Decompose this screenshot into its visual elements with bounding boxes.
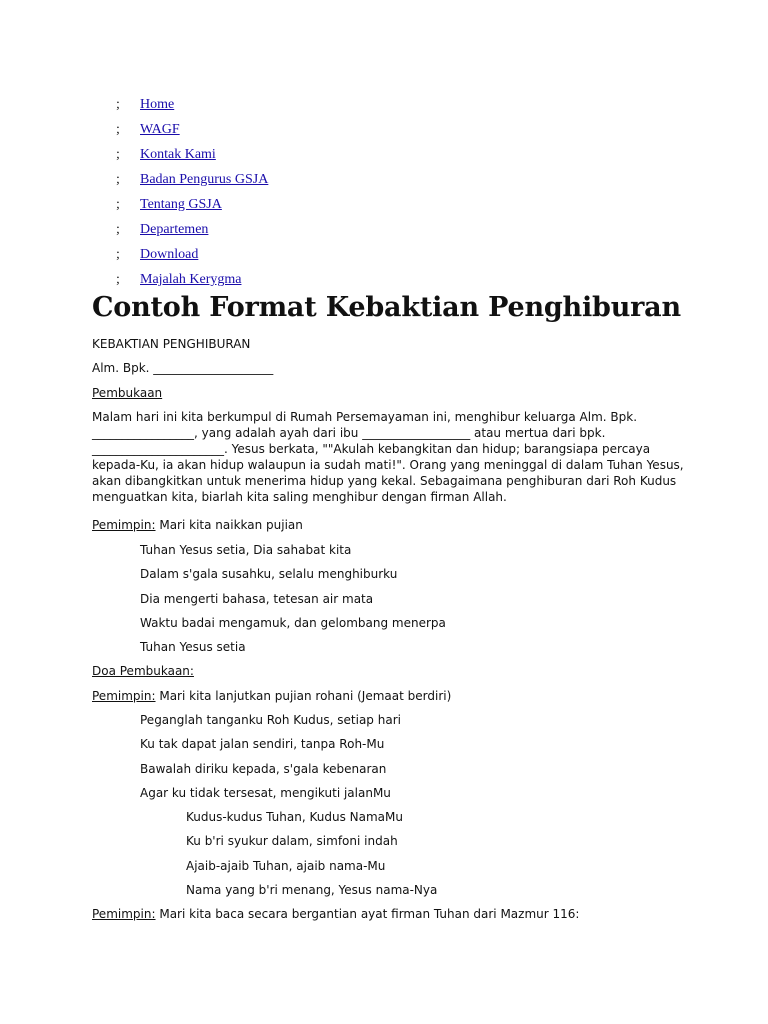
bullet: ; [116,146,120,162]
nav-link-download[interactable]: Download [140,247,199,263]
nav-link-tentang-gsja[interactable]: Tentang GSJA [140,196,222,212]
song-line: Waktu badai mengamuk, dan gelombang menerpa [140,616,446,630]
pemimpin-line [92,906,579,922]
nav-item-home [116,92,268,117]
song-line: Nama yang b'ri menang, Yesus nama-Nya [186,883,438,897]
nav-item-kontak [116,142,268,167]
intro-line: kepada-Ku, ia akan hidup walaupun ia sudah mati!". Orang yang meninggal di dalam Tuhan Yesus, [92,458,684,472]
bullet: ; [116,96,120,112]
song-line: Dalam s'gala susahku, selalu menghiburku [140,567,398,581]
pemimpin-line [92,517,303,533]
nav-item-badan [116,167,268,192]
nav-item-tentang [116,192,268,217]
bullet: ; [116,272,120,288]
song-line: Ajaib-ajaib Tuhan, ajaib nama-Mu [186,859,386,873]
intro-line: Malam hari ini kita berkumpul di Rumah Persemayaman ini, menghibur keluarga Alm. Bpk. [92,410,638,424]
bullet: ; [116,171,120,187]
nav-link-departemen[interactable]: Departemen [140,222,209,238]
nav-link-wagf[interactable]: WAGF [140,121,180,137]
nav-item-kerygma [116,268,268,293]
bullet: ; [116,121,120,137]
nav-link-majalah-kerygma[interactable]: Majalah Kerygma [140,272,242,288]
nav-link-kontak-kami[interactable]: Kontak Kami [140,146,216,162]
nav-list [116,92,268,293]
nav-item-download [116,243,268,268]
nav-item-wagf [116,117,268,142]
song-line: Peganglah tanganku Roh Kudus, setiap hari [140,713,401,727]
nav-link-badan-pengurus[interactable]: Badan Pengurus GSJA [140,171,269,187]
bullet: ; [116,247,120,263]
alm-line: Alm. Bpk. ____________________ [92,361,274,375]
doa-label: Doa Pembukaan: [92,664,194,678]
pemimpin-line [92,688,451,704]
page-title: Contoh Format Kebaktian Penghiburan [92,292,681,323]
intro-line: ______________________. Yesus berkata, ""Akulah kebangkitan dan hidup; barangsiapa percaya [92,442,651,456]
bullet: ; [116,222,120,238]
pemimpin-label: Pemimpin: [92,689,156,703]
song-line: Ku b'ri syukur dalam, simfoni indah [186,834,398,848]
intro-line: akan dibangkitkan untuk menerima hidup yang kekal. Sebagaimana penghiburan dari Roh Kudus [92,474,677,488]
nav-link-home[interactable]: Home [140,96,175,112]
nav-item-departemen [116,217,268,242]
pembukaan-label: Pembukaan [92,386,163,400]
pemimpin-label: Pemimpin: [92,518,156,532]
section-heading: KEBAKTIAN PENGHIBURAN [92,337,251,351]
pemimpin-text: Mari kita baca secara bergantian ayat firman Tuhan dari Mazmur 116: [159,907,580,921]
pemimpin-text: Mari kita lanjutkan pujian rohani (Jemaat berdiri) [159,689,452,703]
song-line: Ku tak dapat jalan sendiri, tanpa Roh-Mu [140,737,385,751]
pemimpin-text: Mari kita naikkan pujian [159,518,303,532]
bullet: ; [116,196,120,212]
song-line: Kudus-kudus Tuhan, Kudus NamaMu [186,810,403,824]
song-line: Tuhan Yesus setia [140,640,246,654]
song-line: Tuhan Yesus setia, Dia sahabat kita [140,543,352,557]
intro-line: _________________, yang adalah ayah dari ibu __________________ atau mertua dari bpk. [92,426,606,440]
intro-line: menguatkan kita, biarlah kita saling menghibur dengan firman Allah. [92,490,507,504]
song-line: Agar ku tidak tersesat, mengikuti jalanMu [140,786,391,800]
song-line: Dia mengerti bahasa, tetesan air mata [140,592,374,606]
pemimpin-label: Pemimpin: [92,907,156,921]
song-line: Bawalah diriku kepada, s'gala kebenaran [140,762,387,776]
